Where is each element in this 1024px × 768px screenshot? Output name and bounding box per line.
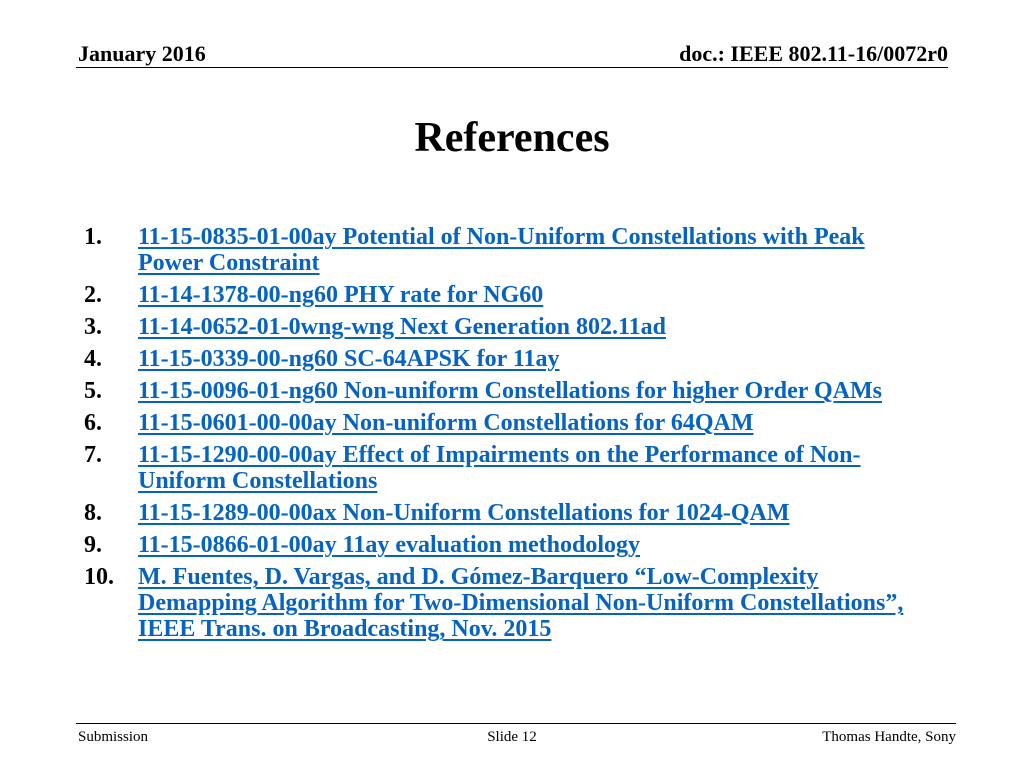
reference-link[interactable]: M. Fuentes, D. Vargas, and D. Gómez-Barquero “Low-Complexity Demapping Algorithm for Two-Dimensional Non-Uniform Constellations”, IEEE Trans. on Broadcasting, Nov. 2015	[138, 564, 904, 642]
reference-link[interactable]: 11-15-0096-01-ng60 Non-uniform Constellations for higher Order QAMs	[138, 378, 882, 404]
reference-link[interactable]: 11-15-0339-00-ng60 SC-64APSK for 11ay	[138, 346, 560, 372]
reference-number: 5.	[84, 378, 102, 404]
reference-number: 1.	[84, 224, 102, 250]
reference-number: 2.	[84, 282, 102, 308]
footer-divider	[76, 723, 956, 724]
reference-number: 10.	[84, 564, 114, 590]
reference-item	[84, 282, 924, 308]
header-divider	[76, 67, 948, 68]
reference-link[interactable]: 11-15-0601-00-00ay Non-uniform Constellations for 64QAM	[138, 410, 754, 436]
header-date: January 2016	[78, 41, 206, 66]
footer-slide-number: Slide 12	[487, 729, 537, 745]
reference-number: 9.	[84, 532, 102, 558]
reference-item	[84, 410, 924, 436]
reference-item	[84, 378, 924, 404]
footer-author: Thomas Handte, Sony	[822, 729, 956, 745]
slide-title: References	[414, 115, 610, 161]
header-doc-id: doc.: IEEE 802.11-16/0072r0	[679, 41, 948, 66]
reference-number: 8.	[84, 500, 102, 526]
reference-link[interactable]: 11-15-0866-01-00ay 11ay evaluation methodology	[138, 532, 640, 558]
reference-link[interactable]: 11-14-0652-01-0wng-wng Next Generation 802.11ad	[138, 314, 666, 340]
reference-link[interactable]: 11-15-0835-01-00ay Potential of Non-Uniform Constellations with Peak Power Constraint	[138, 224, 865, 276]
reference-number: 7.	[84, 442, 102, 468]
reference-number: 4.	[84, 346, 102, 372]
reference-link[interactable]: 11-15-1290-00-00ay Effect of Impairments on the Performance of Non-Uniform Constellations	[138, 442, 861, 494]
reference-number: 3.	[84, 314, 102, 340]
reference-item	[84, 532, 924, 558]
reference-link[interactable]: 11-14-1378-00-ng60 PHY rate for NG60	[138, 282, 544, 308]
reference-link[interactable]: 11-15-1289-00-00ax Non-Uniform Constellations for 1024-QAM	[138, 500, 790, 526]
reference-list	[84, 224, 924, 648]
reference-number: 6.	[84, 410, 102, 436]
reference-item	[84, 500, 924, 526]
reference-item	[84, 224, 924, 276]
reference-item	[84, 564, 924, 642]
reference-item	[84, 346, 924, 372]
reference-item	[84, 314, 924, 340]
reference-item	[84, 442, 924, 494]
footer-submission-label: Submission	[78, 729, 149, 745]
